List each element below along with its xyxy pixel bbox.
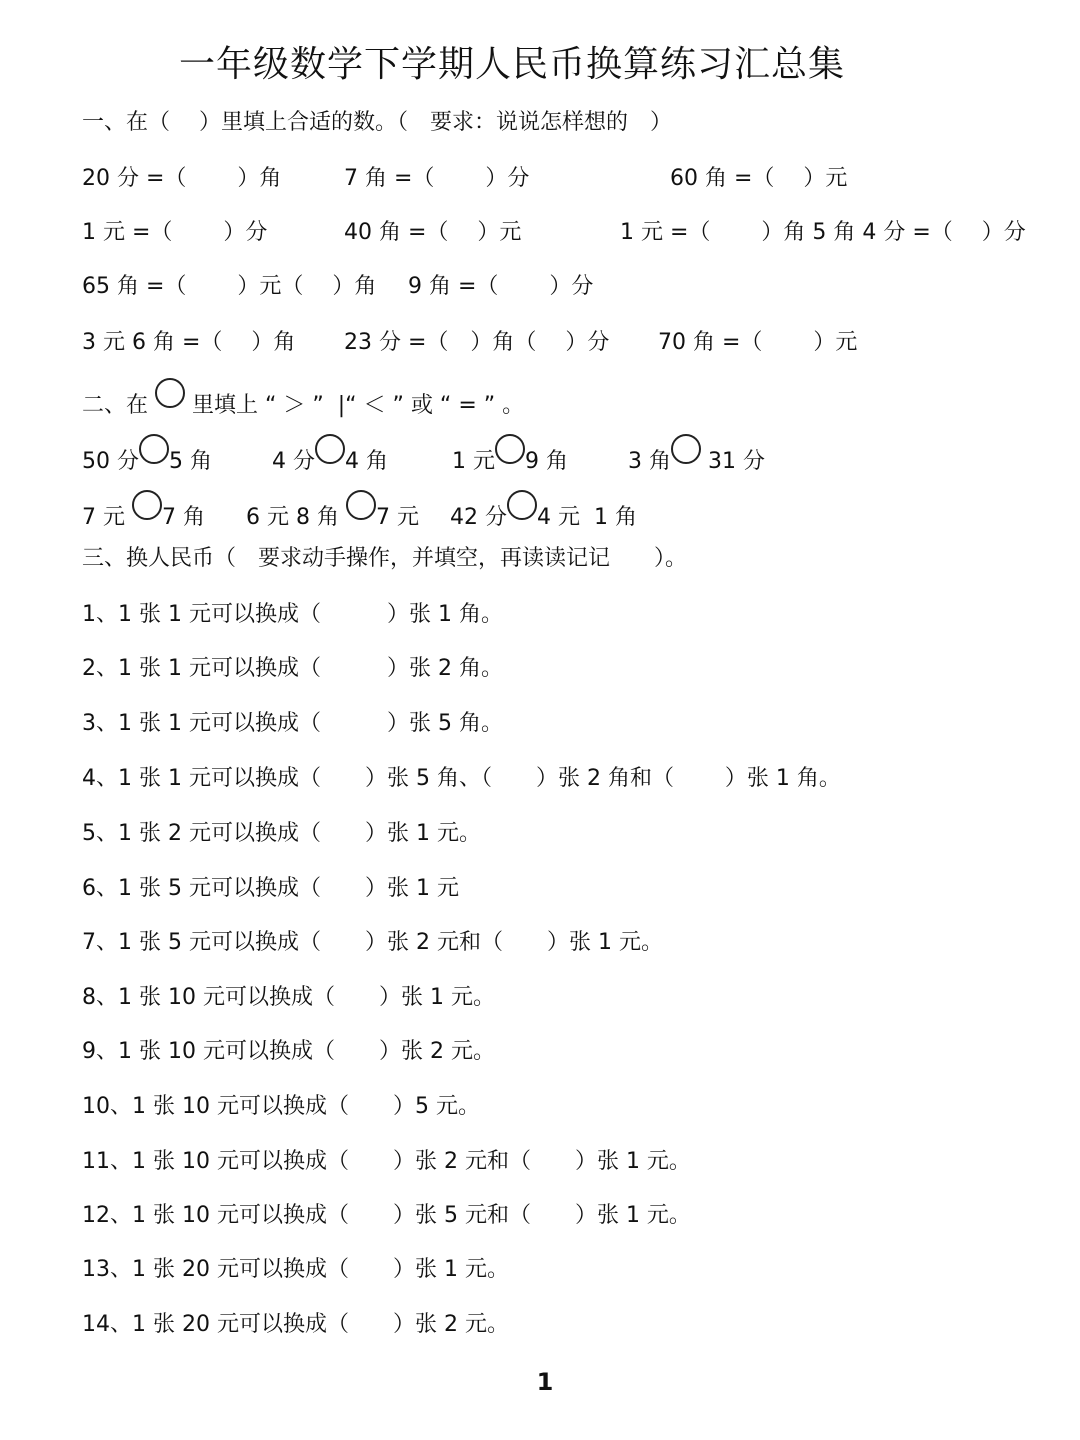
compare-item <box>82 490 205 535</box>
exercise-item: 23 分 =（ ）角（ ）分 <box>344 330 610 355</box>
exercise-item: 65 角 =（ ）元（ ）角 <box>82 274 377 299</box>
compare-right: 7 角 <box>161 505 205 530</box>
compare-right: 31 分 <box>701 449 765 474</box>
compare-item <box>628 434 765 479</box>
compare-right: 9 角 <box>525 449 568 474</box>
exchange-item-12: 12、1 张 10 元可以换成（ ）张 5 元和（ ）张 1 元。 <box>82 1203 691 1228</box>
exchange-item-11: 11、1 张 10 元可以换成（ ）张 2 元和（ ）张 1 元。 <box>82 1149 691 1174</box>
exchange-item-9: 9、1 张 10 元可以换成（ ）张 2 元。 <box>82 1039 495 1064</box>
exercise-item: 40 角 =（ ）元 <box>344 220 522 245</box>
compare-circle[interactable] <box>132 490 162 520</box>
compare-item <box>452 434 568 479</box>
exchange-item-6: 6、1 张 5 元可以换成（ ）张 1 元 <box>82 876 459 901</box>
compare-circle-icon <box>155 378 185 408</box>
section1-heading: 一、在（ ）里填上合适的数。（ 要求：说说怎样想的 ） <box>82 110 672 135</box>
exchange-item-13: 13、1 张 20 元可以换成（ ）张 1 元。 <box>82 1257 509 1282</box>
exercise-item: 70 角 =（ ）元 <box>658 330 858 355</box>
compare-item <box>450 490 637 535</box>
compare-circle[interactable] <box>139 434 169 464</box>
compare-circle[interactable] <box>507 490 537 520</box>
compare-left: 7 元 <box>82 505 132 530</box>
exercise-item: 60 角 =（ ）元 <box>670 166 848 191</box>
compare-left: 42 分 <box>450 505 507 530</box>
exercise-item: 1 元 =（ ）分 <box>82 220 268 245</box>
page-number: 1 <box>536 1368 554 1396</box>
exercise-item: 9 角 =（ ）分 <box>408 274 594 299</box>
exchange-item-8: 8、1 张 10 元可以换成（ ）张 1 元。 <box>82 985 495 1010</box>
exchange-item-1: 1、1 张 1 元可以换成（ ）张 1 角。 <box>82 602 503 627</box>
exchange-item-7: 7、1 张 5 元可以换成（ ）张 2 元和（ ）张 1 元。 <box>82 930 663 955</box>
compare-left: 50 分 <box>82 449 139 474</box>
compare-circle[interactable] <box>346 490 376 520</box>
compare-circle[interactable] <box>671 434 701 464</box>
compare-circle[interactable] <box>315 434 345 464</box>
exercise-item: 20 分 =（ ）角 <box>82 166 282 191</box>
compare-right: 5 角 <box>169 449 212 474</box>
compare-circle[interactable] <box>495 434 525 464</box>
section2-heading-start: 二、在 <box>82 393 155 418</box>
compare-right: 4 角 <box>345 449 388 474</box>
page-title: 一年级数学下学期人民币换算练习汇总集 <box>178 44 845 85</box>
exchange-item-4: 4、1 张 1 元可以换成（ ）张 5 角、（ ）张 2 角和（ ）张 1 角。 <box>82 766 841 791</box>
compare-item <box>82 434 212 479</box>
compare-left: 4 分 <box>272 449 315 474</box>
section2-heading <box>82 378 525 418</box>
compare-item <box>272 434 388 479</box>
section2-heading-end: 里填上 “ ＞ ” |“ ＜ ” 或 “ = ” 。 <box>185 393 525 418</box>
exchange-item-2: 2、1 张 1 元可以换成（ ）张 2 角。 <box>82 656 503 681</box>
compare-right: 7 元 <box>375 505 419 530</box>
compare-left: 6 元 8 角 <box>246 505 346 530</box>
exercise-item: 3 元 6 角 =（ ）角 <box>82 330 296 355</box>
section3-heading: 三、换人民币（ 要求动手操作，并填空，再读读记记 ）。 <box>82 546 688 571</box>
compare-left: 1 元 <box>452 449 495 474</box>
compare-right: 4 元 1 角 <box>537 505 637 530</box>
compare-left: 3 角 <box>628 449 671 474</box>
exchange-item-14: 14、1 张 20 元可以换成（ ）张 2 元。 <box>82 1312 509 1337</box>
exercise-item: 1 元 =（ ）角 5 角 4 分 =（ ）分 <box>620 220 1026 245</box>
exchange-item-5: 5、1 张 2 元可以换成（ ）张 1 元。 <box>82 821 481 846</box>
compare-item <box>246 490 419 535</box>
exercise-item: 7 角 =（ ）分 <box>344 166 530 191</box>
exchange-item-10: 10、1 张 10 元可以换成（ ）5 元。 <box>82 1094 480 1119</box>
exchange-item-3: 3、1 张 1 元可以换成（ ）张 5 角。 <box>82 711 503 736</box>
